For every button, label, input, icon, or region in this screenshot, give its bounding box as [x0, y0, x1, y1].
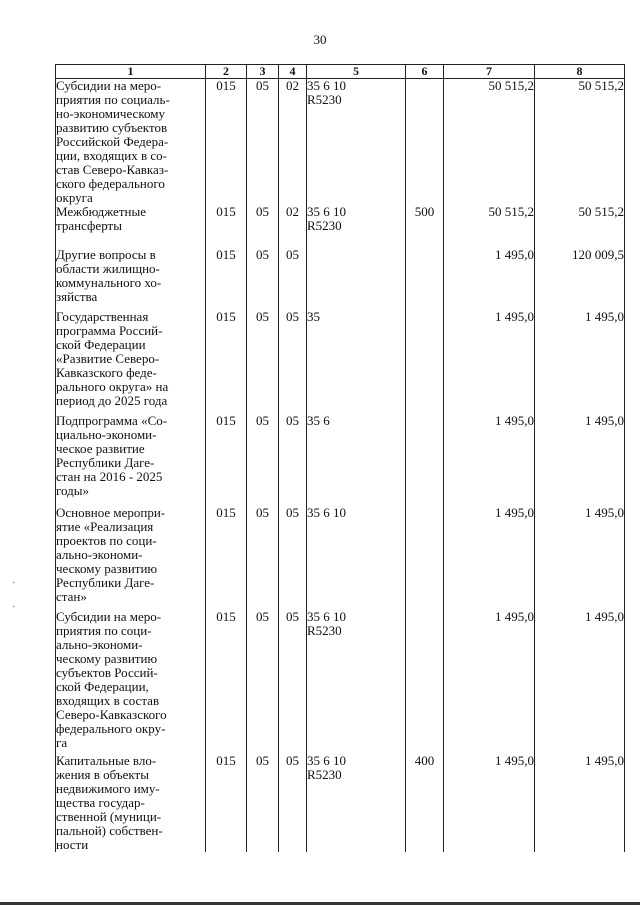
row-name-line: Другие вопросы в: [56, 247, 156, 262]
row-name-line: циально-экономи-: [56, 427, 157, 442]
expense-type-cell: [406, 79, 444, 206]
row-name-line: Субсидии на меро-: [56, 78, 162, 93]
row-name-line: ческому развитию: [56, 561, 158, 576]
row-name-line: округа: [56, 190, 93, 205]
column-header: 7: [444, 65, 535, 79]
row-name-line: ческому развитию: [56, 651, 158, 666]
row-name-line: стан на 2016 - 2025: [56, 469, 163, 484]
amount-cell: 1 495,0: [444, 248, 535, 310]
row-name-line: трансферты: [56, 218, 122, 233]
table-row: [56, 610, 625, 754]
row-name-line: но-экономическому: [56, 106, 165, 121]
amount-cell: 1 495,0: [444, 610, 535, 754]
target-article-cell: [307, 205, 406, 248]
amount-cell: 1 495,0: [444, 506, 535, 610]
expense-type-cell: [406, 310, 444, 414]
row-name-line: недвижимого иму-: [56, 781, 160, 796]
row-name-line: приятия по социаль-: [56, 92, 170, 107]
scan-mark: ·: [12, 602, 16, 613]
row-name-line: ятие «Реализация: [56, 519, 154, 534]
row-name-line: Республики Даге-: [56, 575, 155, 590]
row-name-cell: [56, 205, 206, 248]
row-name-cell: [56, 248, 206, 310]
admin-code-cell: 015: [206, 310, 247, 414]
amount-total-cell: 1 495,0: [535, 754, 625, 852]
row-name-line: ского федерального: [56, 176, 165, 191]
column-header: 3: [247, 65, 279, 79]
target-article-cell: [307, 79, 406, 206]
admin-code-cell: 015: [206, 506, 247, 610]
subsection-cell: 05: [279, 506, 307, 610]
column-header: 8: [535, 65, 625, 79]
row-name-line: ции, входящих в со-: [56, 148, 167, 163]
target-article-line: R5230: [307, 623, 342, 638]
section-cell: 05: [247, 754, 279, 852]
expense-type-cell: [406, 248, 444, 310]
target-article-line: 35 6: [307, 413, 330, 428]
target-article-cell: [307, 248, 406, 310]
column-header: 6: [406, 65, 444, 79]
target-article-line: R5230: [307, 767, 342, 782]
subsection-cell: 02: [279, 79, 307, 206]
table-row: [56, 205, 625, 248]
subsection-cell: 05: [279, 754, 307, 852]
subsection-cell: 02: [279, 205, 307, 248]
section-cell: 05: [247, 610, 279, 754]
row-name-line: субъектов Россий-: [56, 665, 158, 680]
row-name-line: рального округа» на: [56, 379, 169, 394]
row-name-cell: [56, 310, 206, 414]
subsection-cell: 05: [279, 414, 307, 506]
target-article-cell: [307, 414, 406, 506]
row-name-line: Субсидии на меро-: [56, 609, 162, 624]
subsection-cell: 05: [279, 310, 307, 414]
table-row: [56, 414, 625, 506]
budget-table: [55, 64, 625, 852]
section-cell: 05: [247, 310, 279, 414]
admin-code-cell: 015: [206, 610, 247, 754]
table-row: [56, 310, 625, 414]
amount-total-cell: 1 495,0: [535, 414, 625, 506]
amount-total-cell: 50 515,2: [535, 79, 625, 206]
row-name-line: став Северо-Кавказ-: [56, 162, 169, 177]
target-article-line: R5230: [307, 218, 342, 233]
row-name-line: ской Федерации: [56, 337, 146, 352]
expense-type-cell: [406, 610, 444, 754]
admin-code-cell: 015: [206, 754, 247, 852]
table-header-row: [56, 65, 625, 79]
row-name-line: федерального окру-: [56, 721, 166, 736]
column-header: 2: [206, 65, 247, 79]
row-name-line: ческое развитие: [56, 441, 145, 456]
expense-type-cell: 400: [406, 754, 444, 852]
amount-cell: 1 495,0: [444, 414, 535, 506]
target-article-line: 35 6 10: [307, 204, 346, 219]
expense-type-cell: [406, 506, 444, 610]
target-article-line: R5230: [307, 92, 342, 107]
row-name-cell: [56, 506, 206, 610]
row-name-line: входящих в состав: [56, 693, 160, 708]
row-name-line: коммунального хо-: [56, 275, 162, 290]
row-name-line: га: [56, 735, 68, 750]
row-name-line: проектов по соци-: [56, 533, 157, 548]
section-cell: 05: [247, 414, 279, 506]
row-name-line: годы»: [56, 483, 89, 498]
subsection-cell: 05: [279, 248, 307, 310]
target-article-cell: [307, 506, 406, 610]
row-name-line: стан»: [56, 589, 87, 604]
row-name-line: ально-экономи-: [56, 637, 143, 652]
row-name-line: ственной (муници-: [56, 809, 162, 824]
amount-cell: 50 515,2: [444, 79, 535, 206]
table-row: [56, 79, 625, 206]
column-header: 1: [56, 65, 206, 79]
row-name-line: Республики Даге-: [56, 455, 155, 470]
target-article-line: 35 6 10: [307, 753, 346, 768]
subsection-cell: 05: [279, 610, 307, 754]
row-name-line: Северо-Кавказского: [56, 707, 167, 722]
page-number: 30: [313, 32, 327, 47]
column-header: 4: [279, 65, 307, 79]
target-article-cell: [307, 754, 406, 852]
row-name-line: ности: [56, 837, 89, 852]
row-name-line: приятия по соци-: [56, 623, 152, 638]
section-cell: 05: [247, 205, 279, 248]
row-name-line: Подпрограмма «Со-: [56, 413, 168, 428]
row-name-line: «Развитие Северо-: [56, 351, 160, 366]
table-row: [56, 248, 625, 310]
amount-total-cell: 120 009,5: [535, 248, 625, 310]
amount-total-cell: 50 515,2: [535, 205, 625, 248]
row-name-line: период до 2025 года: [56, 393, 168, 408]
row-name-line: пальной) собствен-: [56, 823, 163, 838]
admin-code-cell: 015: [206, 205, 247, 248]
row-name-cell: [56, 414, 206, 506]
amount-total-cell: 1 495,0: [535, 610, 625, 754]
row-name-line: ально-экономи-: [56, 547, 143, 562]
row-name-line: Межбюджетные: [56, 204, 146, 219]
target-article-line: 35 6 10: [307, 78, 346, 93]
admin-code-cell: 015: [206, 414, 247, 506]
admin-code-cell: 015: [206, 248, 247, 310]
row-name-line: Российской Федера-: [56, 134, 169, 149]
row-name-line: щества государ-: [56, 795, 145, 810]
row-name-line: Капитальные вло-: [56, 753, 157, 768]
target-article-line: 35 6 10: [307, 609, 346, 624]
row-name-line: жения в объекты: [56, 767, 149, 782]
expense-type-cell: 500: [406, 205, 444, 248]
row-name-line: области жилищно-: [56, 261, 160, 276]
table-row: [56, 506, 625, 610]
amount-total-cell: 1 495,0: [535, 310, 625, 414]
section-cell: 05: [247, 248, 279, 310]
amount-cell: 50 515,2: [444, 205, 535, 248]
amount-cell: 1 495,0: [444, 310, 535, 414]
row-name-line: ской Федерации,: [56, 679, 149, 694]
target-article-cell: [307, 610, 406, 754]
row-name-line: программа Россий-: [56, 323, 163, 338]
row-name-cell: [56, 79, 206, 206]
scan-mark: ·: [12, 578, 16, 589]
column-header: 5: [307, 65, 406, 79]
target-article-cell: [307, 310, 406, 414]
admin-code-cell: 015: [206, 79, 247, 206]
row-name-line: развитию субъектов: [56, 120, 168, 135]
expense-type-cell: [406, 414, 444, 506]
row-name-line: Кавказского феде-: [56, 365, 157, 380]
target-article-line: 35: [307, 309, 320, 324]
amount-total-cell: 1 495,0: [535, 506, 625, 610]
target-article-line: 35 6 10: [307, 505, 346, 520]
row-name-line: Основное меропри-: [56, 505, 166, 520]
row-name-cell: [56, 610, 206, 754]
table-row: [56, 754, 625, 852]
amount-cell: 1 495,0: [444, 754, 535, 852]
row-name-line: зяйства: [56, 289, 98, 304]
section-cell: 05: [247, 506, 279, 610]
section-cell: 05: [247, 79, 279, 206]
row-name-cell: [56, 754, 206, 852]
row-name-line: Государственная: [56, 309, 149, 324]
